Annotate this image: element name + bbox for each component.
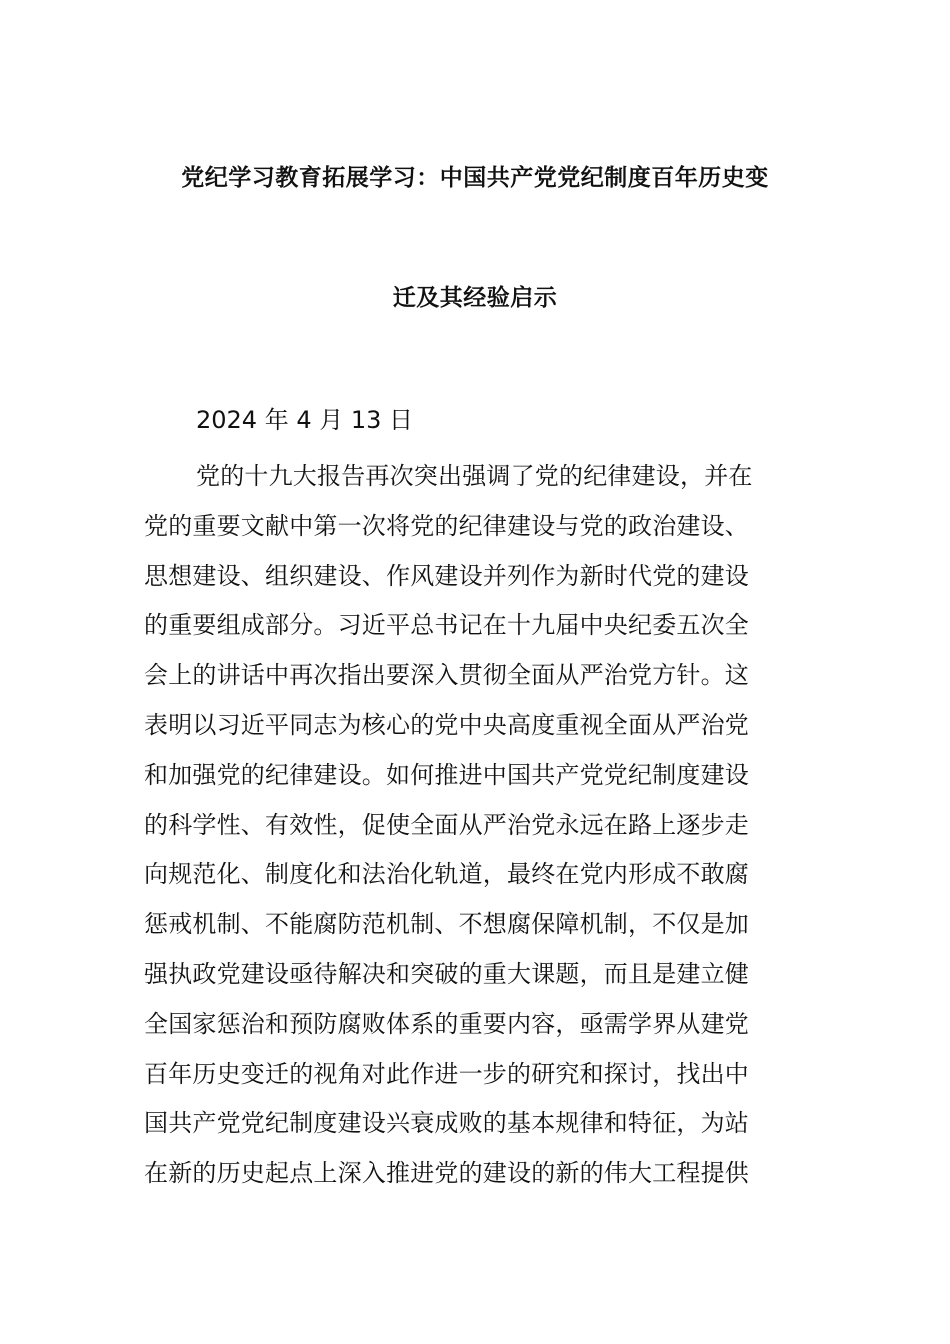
paragraph-line: 党的重要文献中第一次将党的纪律建设与党的政治建设、 bbox=[144, 511, 749, 540]
document-title-line-2: 迁及其经验启示 bbox=[392, 285, 558, 311]
body-paragraph bbox=[144, 452, 808, 1199]
paragraph-line: 国共产党党纪制度建设兴衰成败的基本规律和特征，为站 bbox=[144, 1109, 749, 1138]
paragraph-line: 向规范化、制度化和法治化轨道，最终在党内形成不敢腐 bbox=[144, 860, 749, 889]
document-date: 2024 年 4 月 13 日 bbox=[196, 406, 414, 434]
paragraph-line: 的科学性、有效性，促使全面从严治党永远在路上逐步走 bbox=[144, 810, 749, 839]
paragraph-line: 思想建设、组织建设、作风建设并列作为新时代党的建设 bbox=[144, 561, 749, 590]
paragraph-line: 党的十九大报告再次突出强调了党的纪律建设，并在 bbox=[196, 462, 753, 490]
paragraph-line: 全国家惩治和预防腐败体系的重要内容，亟需学界从建党 bbox=[144, 1009, 749, 1038]
paragraph-line: 百年历史变迁的视角对此作进一步的研究和探讨，找出中 bbox=[144, 1059, 749, 1088]
paragraph-line: 惩戒机制、不能腐防范机制、不想腐保障机制，不仅是加 bbox=[144, 910, 749, 939]
paragraph-line: 强执政党建设亟待解决和突破的重大课题，而且是建立健 bbox=[144, 959, 749, 988]
paragraph-line: 的重要组成部分。习近平总书记在十九届中央纪委五次全 bbox=[144, 611, 749, 640]
document-title-line-1: 党纪学习教育拓展学习：中国共产党党纪制度百年历史变 bbox=[181, 165, 769, 191]
paragraph-line: 表明以习近平同志为核心的党中央高度重视全面从严治党 bbox=[144, 710, 749, 739]
paragraph-line: 和加强党的纪律建设。如何推进中国共产党党纪制度建设 bbox=[144, 760, 749, 789]
paragraph-line: 会上的讲话中再次指出要深入贯彻全面从严治党方针。这 bbox=[144, 661, 749, 690]
paragraph-line: 在新的历史起点上深入推进党的建设的新的伟大工程提供 bbox=[144, 1159, 749, 1188]
